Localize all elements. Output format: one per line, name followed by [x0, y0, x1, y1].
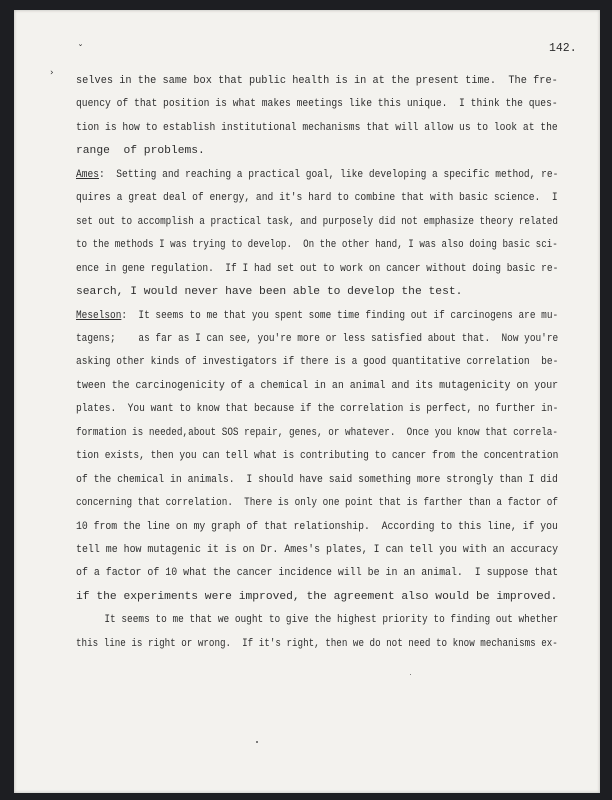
line-text: of a factor of 10 what the cancer incidence will be in an animal. I suppose that	[76, 567, 559, 580]
speaker-name: Ames	[76, 168, 99, 181]
line-text: ence in gene regulation. If I had set out to work on cancer without doing basic re-	[76, 262, 559, 275]
line-text: plates. You want to know that because if the correlation is perfect, no further in-	[76, 403, 559, 416]
line-text: tion exists, then you can tell what is contributing to cancer from the concentration	[76, 450, 559, 463]
line-text: quency of that position is what makes meetings like this unique. I think the ques-	[76, 98, 558, 111]
line-text: : Setting and reaching a practical goal, like developing a specific method, re-	[98, 168, 559, 181]
text-line	[76, 426, 558, 440]
line-text: tween the carcinogenicity of a chemical in an animal and its mutagenicity on your	[76, 379, 559, 392]
line-text: 10 from the line on my graph of that relationship. According to this line, if you	[76, 520, 558, 533]
line-text: : It seems to me that you spent some time finding out if carcinogens are mu-	[121, 309, 559, 322]
line-text: search, I would never have been able to develop the test.	[76, 286, 463, 299]
text-line	[76, 238, 558, 252]
line-text: this line is right or wrong. If it's right, then we do not need to know mechanisms ex-	[76, 637, 558, 650]
text-line	[76, 637, 558, 651]
speaker-line	[76, 309, 558, 323]
line-text: selves in the same box that public health is in at the present time. The fre-	[76, 75, 558, 87]
line-text: set out to accomplish a practical task, and purposely did not emphasize theory related	[76, 215, 559, 228]
text-line	[76, 74, 558, 88]
text-line	[76, 566, 558, 580]
text-line	[76, 520, 558, 534]
text-line	[76, 262, 558, 276]
text-line	[76, 402, 558, 416]
text-line	[76, 355, 558, 369]
document-page	[14, 10, 600, 793]
text-line	[76, 449, 558, 463]
line-text: tell me how mutagenic it is on Dr. Ames's plates, I can tell you with an accuracy	[76, 544, 559, 556]
speaker-line	[76, 168, 558, 182]
line-text: asking other kinds of investigators if there is a good quantitative correlation be-	[76, 356, 559, 369]
speaker-name: Meselson	[76, 309, 122, 322]
line-text: tion is how to establish institutional mechanisms that will allow us to look at the	[76, 121, 558, 134]
text-line	[76, 379, 558, 393]
text-line	[76, 97, 558, 111]
line-text: It seems to me that we ought to give the highest priority to finding out whether	[76, 614, 559, 627]
line-text: quires a great deal of energy, and it's hard to combine that with basic science. I	[76, 192, 558, 205]
text-line	[76, 543, 558, 557]
text-line	[76, 285, 462, 299]
text-line	[76, 590, 557, 604]
text-line	[76, 613, 558, 627]
text-line	[76, 144, 205, 158]
line-text: of the chemical in animals. I should have said something more strongly than I did	[76, 473, 558, 486]
text-line	[76, 332, 558, 346]
text-line	[76, 496, 558, 510]
text-line	[76, 473, 558, 487]
line-text: range of problems.	[76, 145, 205, 158]
text-line	[76, 191, 558, 205]
margin-mark: ›	[50, 68, 54, 78]
text-line	[76, 215, 558, 229]
ink-speck	[256, 741, 258, 743]
line-text: formation is needed,about SOS repair, genes, or whatever. Once you know that correla-	[76, 426, 559, 439]
line-text: to the methods I was trying to develop. On the other hand, I was also doing basic sci-	[76, 239, 558, 252]
ink-speck	[410, 674, 411, 675]
line-text: concerning that correlation. There is only one point that is farther than a factor of	[76, 497, 559, 510]
line-text: if the experiments were improved, the agreement also would be improved.	[76, 590, 558, 603]
line-text: tagens; as far as I can see, you're more or less satisfied about that. Now you're	[76, 332, 559, 345]
margin-mark: ˇ	[78, 44, 83, 55]
page-number: 142.	[549, 42, 577, 55]
text-line	[76, 121, 558, 135]
